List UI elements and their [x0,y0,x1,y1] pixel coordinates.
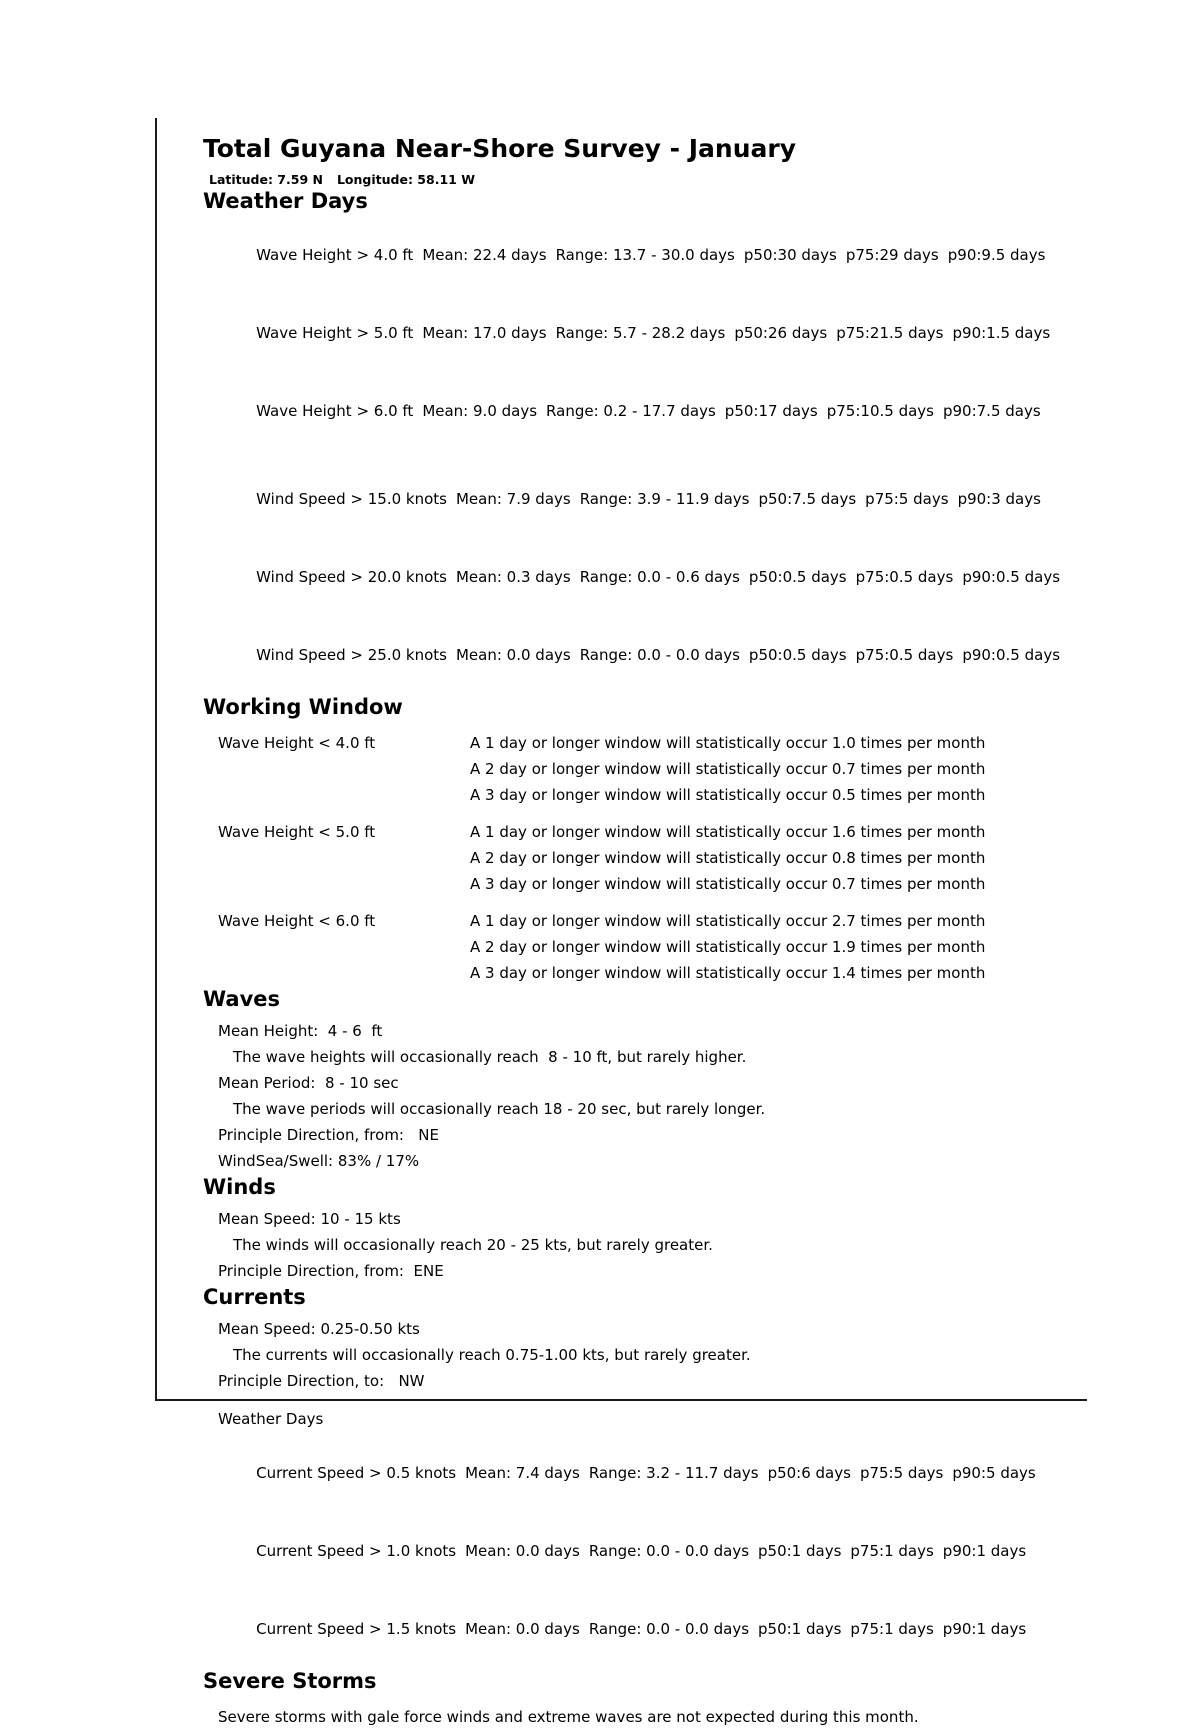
stat-row-wind-25kt [218,616,1143,694]
stat-row-current-10kt [218,1512,1143,1590]
condition: Wind Speed > 20.0 knots [256,568,447,586]
p50-value: p50:7.5 days [758,490,857,508]
section-heading-waves: Waves [203,987,281,1011]
section-heading-severe-storms: Severe Storms [203,1669,377,1693]
wind-direction-line: Principle Direction, from: ENE [218,1262,444,1280]
stat-row-wave-4ft [218,216,1143,294]
window-group-label: Wave Height < 4.0 ft [218,734,376,752]
range-value: Range: 0.2 - 17.7 days [546,402,716,420]
p90-value: p90:0.5 days [962,646,1061,664]
range-value: Range: 0.0 - 0.0 days [579,646,740,664]
page-title: Total Guyana Near-Shore Survey - January [203,134,797,163]
window-line: A 2 day or longer window will statistically occur 0.8 times per month [470,849,986,867]
stat-row-wind-15kt [218,460,1143,538]
wave-height-note: The wave heights will occasionally reach 8 - 10 ft, but rarely higher. [233,1048,747,1066]
page-left-rule [155,118,157,1401]
window-group-label: Wave Height < 5.0 ft [218,823,376,841]
p50-value: p50:30 days [743,246,837,264]
condition: Current Speed > 0.5 knots [256,1464,457,1482]
p50-value: p50:0.5 days [748,568,847,586]
wave-period-note: The wave periods will occasionally reach 18 - 20 sec, but rarely longer. [233,1100,766,1118]
window-line: A 3 day or longer window will statistically occur 0.5 times per month [470,786,986,804]
p50-value: p50:17 days [724,402,818,420]
stat-row-current-15kt [218,1590,1143,1668]
condition: Wave Height > 5.0 ft [256,324,414,342]
p50-value: p50:26 days [734,324,828,342]
report-content [203,134,1143,1730]
p90-value: p90:5 days [952,1464,1036,1482]
working-window-groups [203,730,1143,986]
condition: Wind Speed > 25.0 knots [256,646,447,664]
section-heading-working-window: Working Window [203,695,403,719]
severe-storms-text: Severe storms with gale force winds and extreme waves are not expected during this month. [218,1708,919,1726]
mean-value: Mean: 7.4 days [465,1464,580,1482]
condition: Wind Speed > 15.0 knots [256,490,447,508]
range-value: Range: 5.7 - 28.2 days [555,324,726,342]
current-direction-line: Principle Direction, to: NW [218,1372,425,1390]
coordinates [209,172,1143,188]
p90-value: p90:0.5 days [962,568,1061,586]
stat-row-wave-5ft [218,294,1143,372]
p75-value: p75:29 days [845,246,939,264]
mean-value: Mean: 0.0 days [465,1542,580,1560]
waves-details [218,1018,1143,1174]
window-line: A 1 day or longer window will statistically occur 1.0 times per month [470,734,986,752]
range-value: Range: 3.2 - 11.7 days [588,1464,759,1482]
range-value: Range: 0.0 - 0.6 days [579,568,740,586]
mean-value: Mean: 0.0 days [465,1620,580,1638]
mean-value: Mean: 7.9 days [455,490,571,508]
p90-value: p90:1.5 days [952,324,1051,342]
stat-row-wind-20kt [218,538,1143,616]
window-group-lines [470,819,1143,897]
currents-details [218,1316,1143,1394]
section-heading-weather-days: Weather Days [203,189,368,213]
p75-value: p75:0.5 days [855,646,954,664]
winds-details [218,1206,1143,1284]
window-line: A 1 day or longer window will statistically occur 1.6 times per month [470,823,986,841]
wind-speed-note: The winds will occasionally reach 20 - 25 kts, but rarely greater. [233,1236,713,1254]
p50-value: p50:1 days [758,1542,842,1560]
window-line: A 2 day or longer window will statistically occur 1.9 times per month [470,938,986,956]
window-group-lines [470,730,1143,808]
condition: Current Speed > 1.0 knots [256,1542,457,1560]
wave-height-stats [218,216,1143,450]
section-heading-currents: Currents [203,1285,306,1309]
p75-value: p75:5 days [859,1464,944,1482]
p90-value: p90:1 days [942,1542,1027,1560]
wind-mean-speed-line: Mean Speed: 10 - 15 kts [218,1210,401,1228]
range-value: Range: 3.9 - 11.9 days [579,490,750,508]
p90-value: p90:1 days [942,1620,1027,1638]
window-line: A 3 day or longer window will statistically occur 1.4 times per month [470,964,986,982]
window-group-lines [470,908,1143,986]
window-group-under-4ft [203,730,1143,808]
range-value: Range: 0.0 - 0.0 days [588,1620,750,1638]
window-line: A 2 day or longer window will statistically occur 0.7 times per month [470,760,986,778]
p90-value: p90:3 days [957,490,1041,508]
range-value: Range: 0.0 - 0.0 days [588,1542,750,1560]
window-line: A 3 day or longer window will statistically occur 0.7 times per month [470,875,986,893]
wind-speed-stats [218,460,1143,694]
windsea-swell-line: WindSea/Swell: 83% / 17% [218,1152,420,1170]
window-group-under-6ft [203,908,1143,986]
p75-value: p75:1 days [850,1620,934,1638]
current-speed-note: The currents will occasionally reach 0.75-1.00 kts, but rarely greater. [233,1346,751,1364]
wave-direction-line: Principle Direction, from: NE [218,1126,439,1144]
p75-value: p75:1 days [850,1542,934,1560]
stat-row-current-05kt [218,1434,1143,1512]
range-value: Range: 13.7 - 30.0 days [555,246,735,264]
current-mean-speed-line: Mean Speed: 0.25-0.50 kts [218,1320,420,1338]
mean-value: Mean: 0.0 days [455,646,571,664]
mean-value: Mean: 17.0 days [422,324,547,342]
condition: Wave Height > 6.0 ft [256,402,414,420]
p90-value: p90:7.5 days [942,402,1041,420]
current-speed-stats [218,1434,1143,1668]
window-line: A 1 day or longer window will statistically occur 2.7 times per month [470,912,986,930]
section-heading-winds: Winds [203,1175,276,1199]
longitude-value: Longitude: 58.11 W [336,172,475,187]
latitude-value: Latitude: 7.59 N [209,172,323,187]
mean-height-line: Mean Height: 4 - 6 ft [218,1022,383,1040]
window-group-label: Wave Height < 6.0 ft [218,912,376,930]
p75-value: p75:10.5 days [826,402,934,420]
mean-period-line: Mean Period: 8 - 10 sec [218,1074,399,1092]
p50-value: p50:6 days [767,1464,851,1482]
window-group-under-5ft [203,819,1143,897]
mean-value: Mean: 22.4 days [422,246,547,264]
p50-value: p50:0.5 days [748,646,847,664]
currents-weather-days-label: Weather Days [218,1410,324,1428]
p75-value: p75:5 days [865,490,949,508]
p75-value: p75:21.5 days [836,324,944,342]
p90-value: p90:9.5 days [947,246,1046,264]
stat-row-wave-6ft [218,372,1143,450]
mean-value: Mean: 0.3 days [455,568,571,586]
mean-value: Mean: 9.0 days [422,402,538,420]
p75-value: p75:0.5 days [855,568,954,586]
condition: Current Speed > 1.5 knots [256,1620,457,1638]
p50-value: p50:1 days [758,1620,842,1638]
condition: Wave Height > 4.0 ft [256,246,414,264]
